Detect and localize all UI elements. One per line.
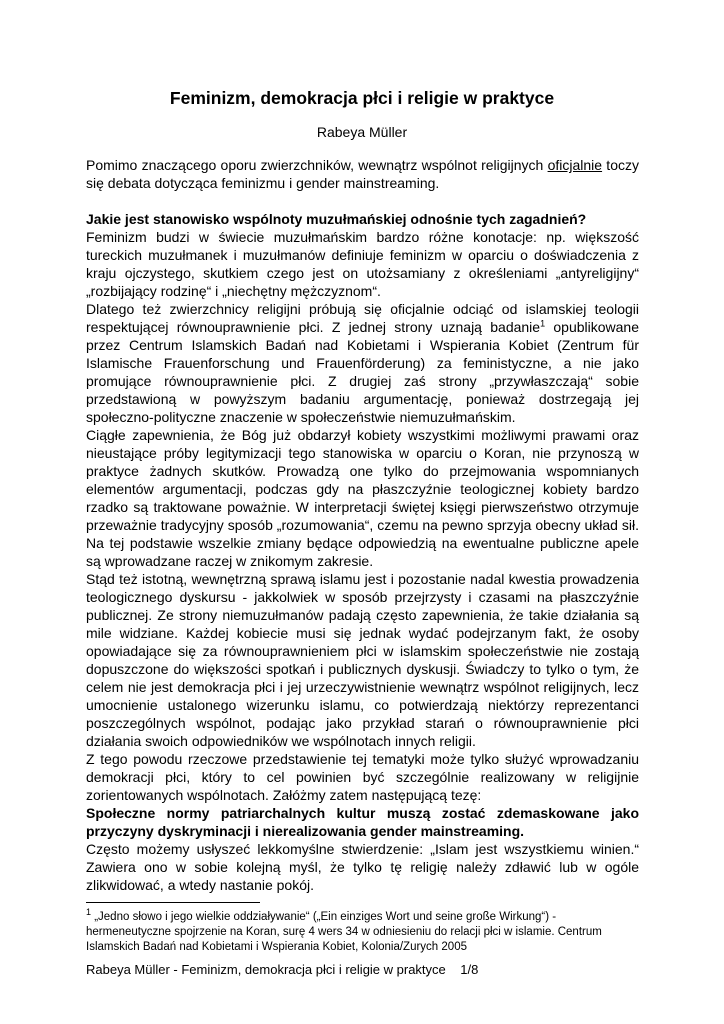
paragraph-6: Często możemy usłyszeć lekkomyślne stwierdzenie: „Islam jest wszystkiemu winien.“ Zawiera ono w sobie kolejną myśl, że tylko tę religię należy zdławić lub w ogóle zlikwidować, a wtedy nastanie pokój.: [86, 841, 639, 893]
intro-text-start: Pomimo znaczącego oporu zwierzchników, wewnątrz wspólnot religijnych: [86, 157, 548, 173]
document-title: Feminizm, demokracja płci i religie w praktyce: [169, 88, 555, 108]
intro-underlined-word: oficjalnie: [547, 157, 603, 173]
footnote-divider: [86, 902, 260, 903]
paragraph-1: Feminizm budzi w świecie muzułmańskim bardzo różne konotacje: np. większość tureckich muzułmanek i muzułmanów definiuje feminizm w oparciu o doświadczenia z kraju ojczystego, skutkiem czego jest on utożsamiany z określeniami „antyreligijny“ „rozbijający rodzinę“ i „niechętny mężczyznom“.: [86, 229, 639, 299]
paragraph-4: Stąd też istotną, wewnętrzną sprawą islamu jest i pozostanie nadal kwestia prowadzenia teologicznego dyskursu - jakkolwiek w sposób przejrzysty i czasami na płaszczyźnie publicznej. Ze strony niemuzułmanów padają często zapewnienia, że takie działania są mile widziane. Każdej kobiecie musi się jednak wydać podejrzanym fakt, że osoby opowiadające się za równouprawnieniem płci w islamskim społeczeństwie nie zostają dopuszczone do większości spotkań i publicznych dyskusji. Świadczy to tylko o tym, że celem nie jest demokracja płci i jej urzeczywistnienie wewnątrz wspólnot religijnych, lecz umocnienie ustalonego wizerunku islamu, co potwierdzają niektórzy reprezentanci poszczególnych wspólnot, podając jako przykład starań o równouprawnienie płci działania swoich odpowiedników we wspólnotach innych religii.: [86, 571, 639, 749]
footnote-reference[interactable]: 1: [540, 318, 546, 329]
paragraph-2-text-start: Dlatego też zwierzchnicy religijni próbują się oficjalnie odciąć od islamskiej teologii respektującej równouprawnienie płci. Z jednej strony uznają badanie: [86, 301, 639, 335]
intro-paragraph: [86, 156, 639, 192]
paragraph-3: Ciągłe zapewnienia, że Bóg już obdarzył kobiety wszystkimi możliwymi prawami oraz nieustające próby legitymizacji tego stanowiska w oparciu o Koran, nie przynoszą w praktyce żadnych skutków. Prowadzą one tylko do przejmowania wspomnianych elementów argumentacji, podczas gdy na płaszczyźnie teologicznej kobiety bardzo rzadko są traktowane poważnie. W interpretacji świętej księgi pierwszeństwo otrzymuje przeważnie tradycyjny sposób „rozumowania“, czemu na pewno sprzyja obecny układ sił. Na tej podstawie wszelkie zmiany będące odpowiedzią na ewentualne publiczne apele są wprowadzane raczej w znikomym zakresie.: [86, 427, 639, 569]
document-body: [86, 156, 639, 894]
footer-text: Rabeya Müller - Feminizm, demokracja płci i religie w praktyce: [86, 962, 446, 977]
footnote-marker: 1: [86, 907, 92, 918]
intro-text-end: toczy się debata dotycząca feminizmu i gender mainstreaming.: [86, 157, 639, 191]
paragraph-5: Z tego powodu rzeczowe przedstawienie tej tematyki może tylko służyć wprowadzaniu demokracji płci, który to cel powinien być szczególnie realizowany w religijnie zorientowanych wspólnotach. Załóżmy zatem następującą tezę:: [86, 751, 639, 803]
page-number: 1/8: [460, 962, 479, 977]
thesis-statement: Społeczne normy patriarchalnych kultur muszą zostać zdemaskowane jako przyczyny dyskryminacji i nierealizowania gender mainstreaming.: [86, 805, 639, 839]
footnote-text: „Jedno słowo i jego wielkie oddziaływanie“ („Ein einziges Wort und seine große Wirkung“) - hermeneutyczne spojrzenie na Koran, surę 4 wers 34 w odniesieniu do relacji płci w islamie. Centrum Islamskich Badań nad Kobietami i Wspierania Kobiet, Kolonia/Zurych 2005: [86, 911, 602, 953]
paragraph-2-text-end: opublikowane przez Centrum Islamskich Badań nad Kobietami i Wspierania Kobiet (Zentrum für Islamische Frauenforschung und Frauenförderung) za feministyczne, a nie jako promujące równouprawnienie płci. Z drugiej zaś strony „przywłaszczają“ sobie przedstawioną w powyższym badaniu argumentację, ponieważ dostrzegają jej społeczno-polityczne znaczenie w społeczeństwie niemuzułmańskim.: [86, 319, 639, 425]
document-author: Rabeya Müller: [316, 124, 408, 140]
footnote: [86, 907, 639, 955]
paragraph-2: [86, 300, 639, 426]
question-heading: Jakie jest stanowisko wspólnoty muzułmańskiej odnośnie tych zagadnień?: [86, 211, 587, 227]
page-footer: [86, 962, 478, 977]
